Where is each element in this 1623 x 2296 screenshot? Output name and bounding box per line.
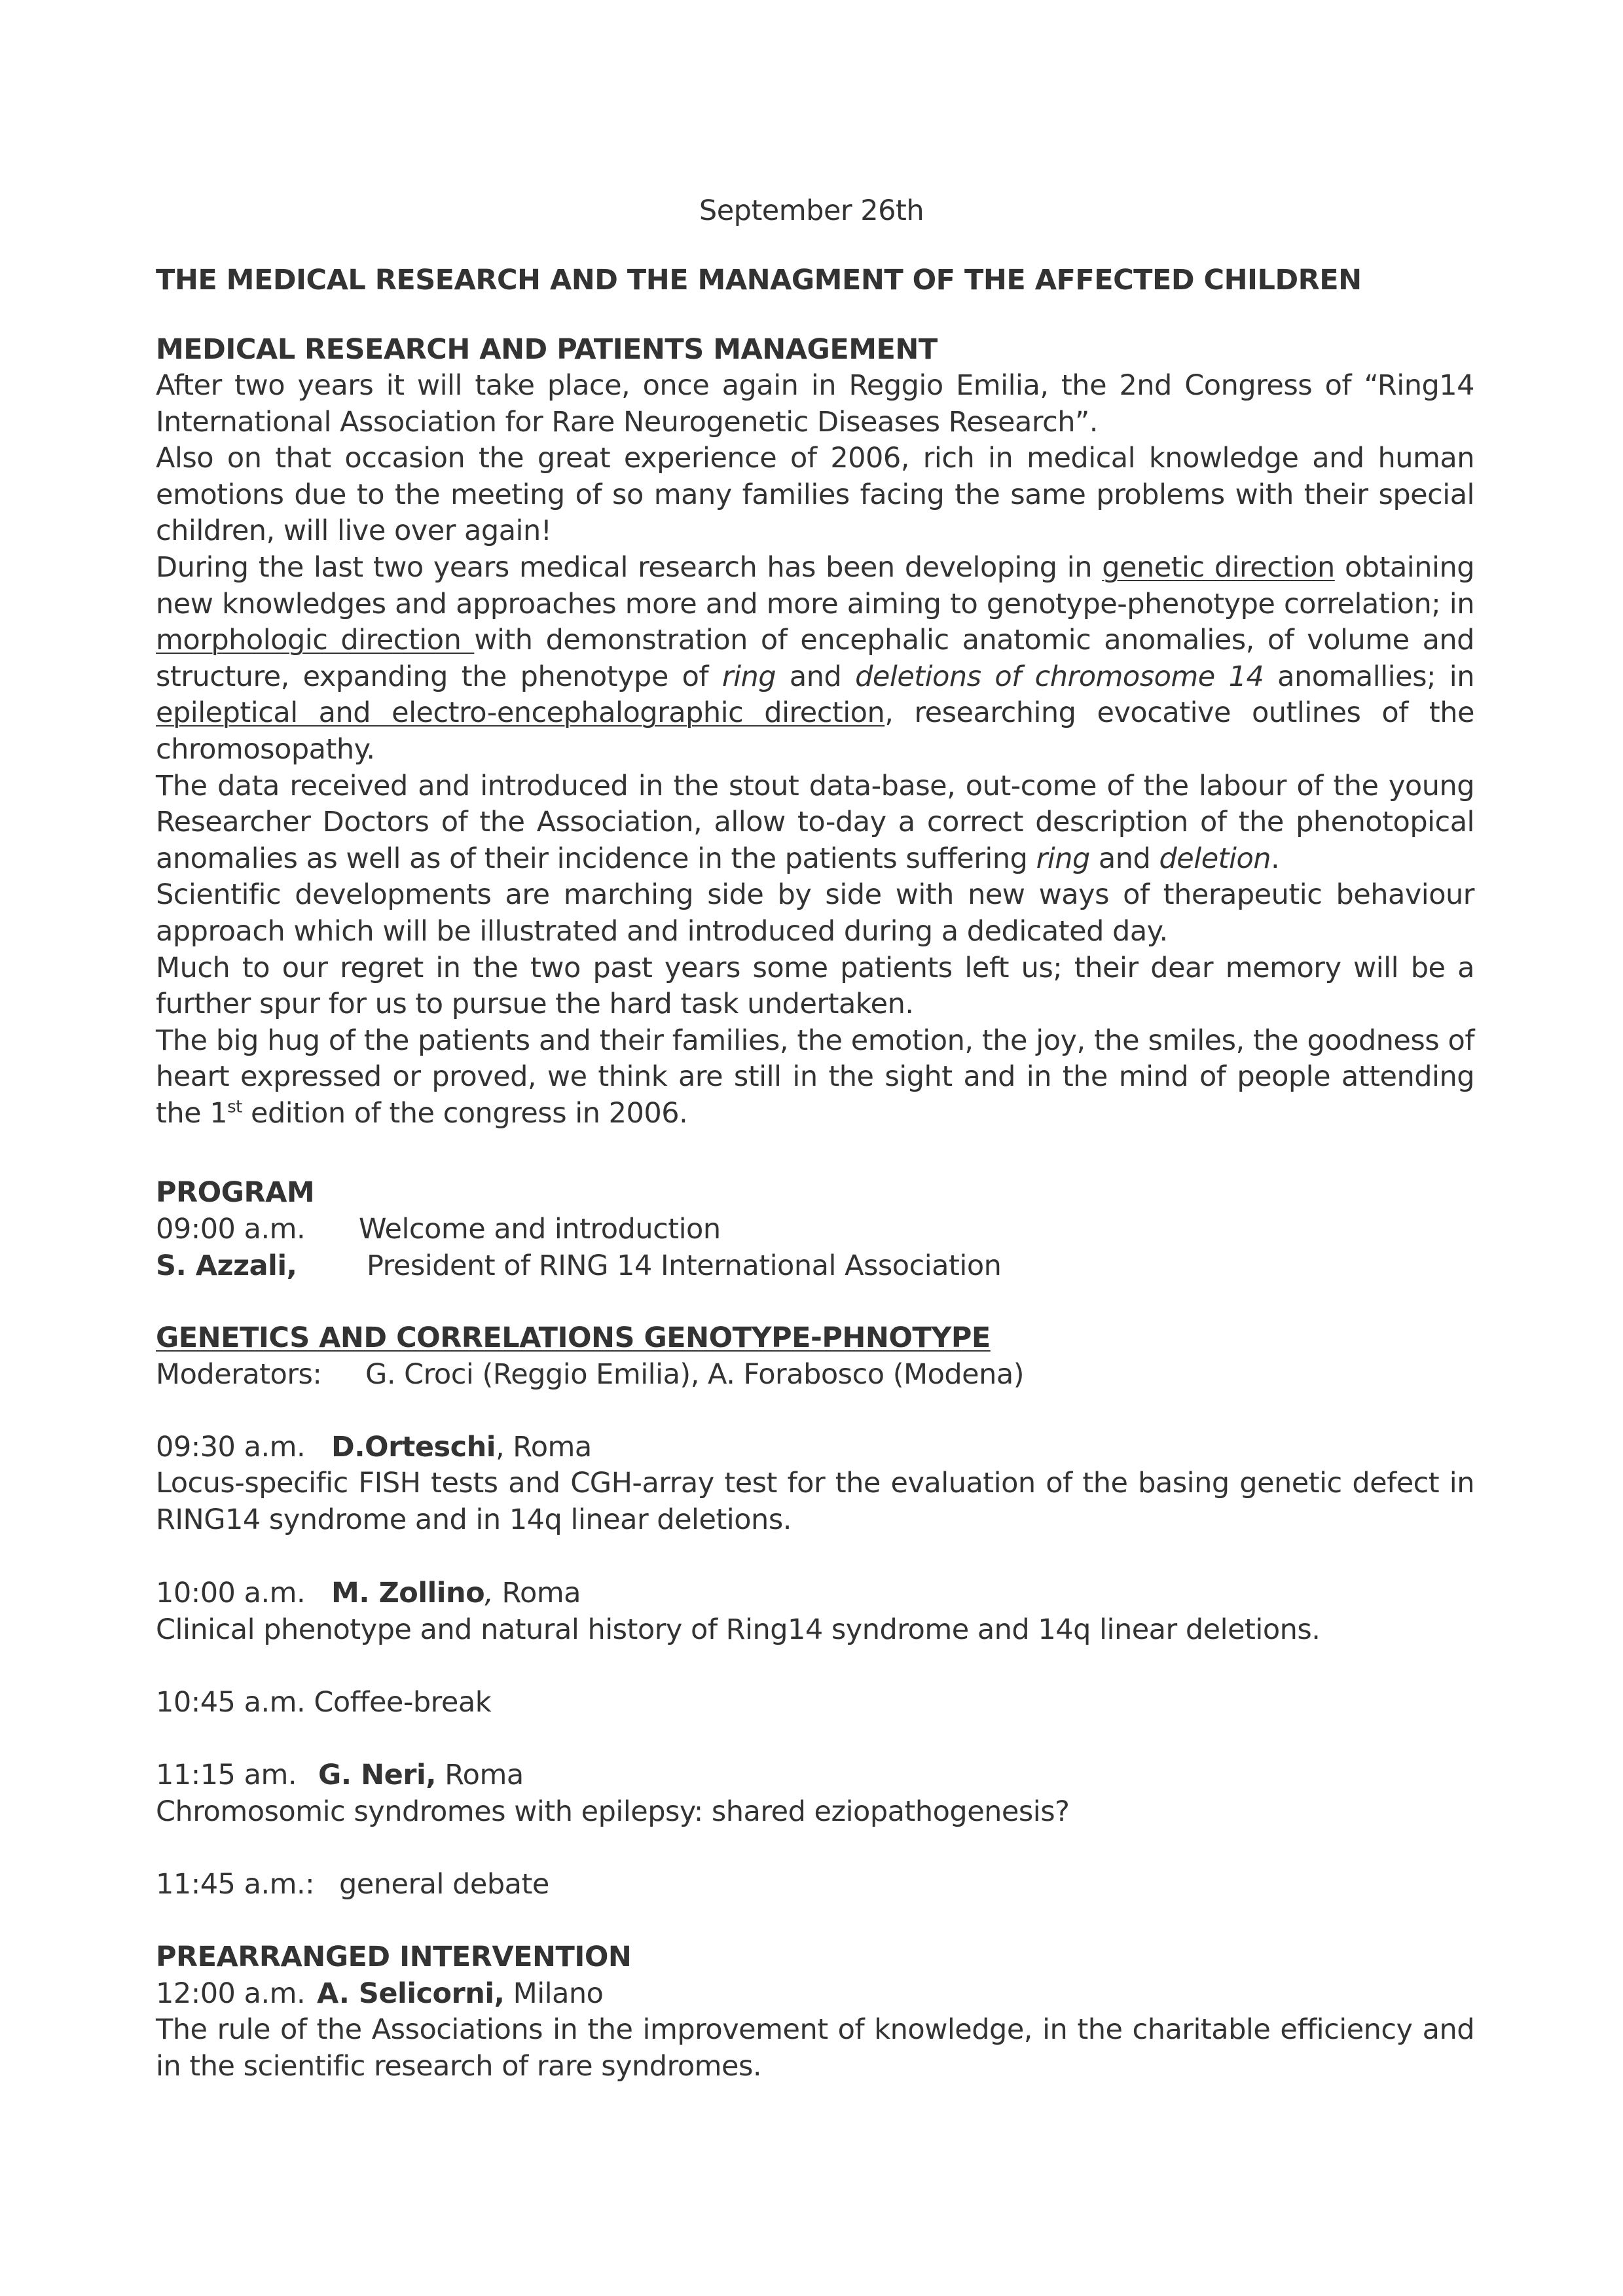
p4-deletion: deletion <box>1159 842 1271 875</box>
program-heading: PROGRAM <box>156 1176 315 1209</box>
talk-header <box>156 1429 1474 1465</box>
p3-epileptical-direction: epileptical and electro-encephalographic direction <box>156 696 885 730</box>
talk-time: 09:30 a.m. <box>156 1431 306 1463</box>
program-president-row <box>156 1247 1474 1284</box>
moderators-names: G. Croci (Reggio Emilia), A. Forabosco (Modena) <box>365 1358 1025 1391</box>
prearranged-header <box>156 1975 1474 2012</box>
prearranged-time: 12:00 a.m. <box>156 1977 306 2010</box>
talk-header <box>156 1575 1474 1611</box>
moderators-row <box>156 1356 1474 1393</box>
p4-text-a: The data received and introduced in the stout data-base, out-come of the labour of the young Researcher Doctors of the Association, allow to-day a correct description of the phenotopical anomalies as well as of their incidence in the patients suffering <box>156 769 1474 875</box>
talk-comma: , <box>484 1577 494 1609</box>
prearranged-speaker: A. Selicorni, <box>317 1977 505 2010</box>
p4-ring: ring <box>1036 842 1090 875</box>
p3-text-e: anomallies; in <box>1264 660 1474 693</box>
intro-paragraph-7 <box>156 1023 1474 1132</box>
talk-time: 10:00 a.m. <box>156 1577 306 1609</box>
talk-speaker: M. Zollino <box>331 1577 485 1609</box>
talk-title: Locus-specific FISH tests and CGH-array test for the evaluation of the basing genetic defect in RING14 syndrome and in 14q linear deletions. <box>156 1467 1474 1536</box>
welcome-time: 09:00 a.m. <box>156 1213 306 1246</box>
document-date: September 26th <box>699 194 924 227</box>
section-subtitle-block <box>156 331 1474 368</box>
talk-title: Chromosomic syndromes with epilepsy: shared eziopathogenesis? <box>156 1795 1070 1828</box>
p3-text-a: During the last two years medical research has been developing in <box>156 550 1103 584</box>
talk-orteschi <box>156 1429 1474 1538</box>
president-name: S. Azzali, <box>156 1249 297 1282</box>
general-debate <box>156 1866 1474 1903</box>
prearranged-section <box>156 1939 1474 2085</box>
p7-text-b: edition of the congress in 2006. <box>242 1096 688 1130</box>
genetics-heading: GENETICS AND CORRELATIONS GENOTYPE-PHNOTYPE <box>156 1321 991 1354</box>
program-section <box>156 1174 1474 1284</box>
talk-city: , Roma <box>495 1431 592 1463</box>
president-role: President of RING 14 International Association <box>367 1249 1002 1282</box>
coffee-break <box>156 1684 1474 1721</box>
coffee-break-text: 10:45 a.m. Coffee-break <box>156 1686 492 1719</box>
moderators-label: Moderators: <box>156 1358 322 1391</box>
p3-text-c: with demonstration of encephalic anatomic anomalies, of volume and structure, expanding the phenotype of <box>156 624 1474 693</box>
prearranged-title: The rule of the Associations in the improvement of knowledge, in the charitable efficiency and in the scientific research of rare syndromes. <box>156 2013 1474 2083</box>
intro-paragraph-4 <box>156 768 1474 878</box>
p7-text-a: The big hug of the patients and their families, the emotion, the joy, the smiles, the goodness of heart expressed or proved, we think are still in the sight and in the mind of people attending the 1 <box>156 1024 1474 1130</box>
intro-paragraph-2: Also on that occasion the great experience of 2006, rich in medical knowledge and human emotions due to the meeting of so many families facing the same problems with their special children, will live over again! <box>156 442 1474 548</box>
debate-text: general debate <box>339 1868 549 1901</box>
intro-paragraph-3 <box>156 550 1474 768</box>
document-title-block <box>156 262 1474 298</box>
talk-title: Clinical phenotype and natural history of Ring14 syndrome and 14q linear deletions. <box>156 1613 1321 1646</box>
p4-text-c: . <box>1271 842 1280 875</box>
p3-morphologic-direction: morphologic direction <box>156 624 475 657</box>
intro-paragraph-6: Much to our regret in the two past years some patients left us; their dear memory will be a further spur for us to pursue the hard task undertaken. <box>156 951 1474 1021</box>
talk-speaker: G. Neri, <box>318 1759 437 1791</box>
intro-paragraph-1: After two years it will take place, once again in Reggio Emilia, the 2nd Congress of “Ring14 International Association for Rare Neurogenetic Diseases Research”. <box>156 369 1474 439</box>
debate-row <box>156 1866 1474 1903</box>
talk-speaker: D.Orteschi <box>331 1431 496 1463</box>
talk-zollino <box>156 1575 1474 1648</box>
p3-deletions: deletions of chromosome 14 <box>855 660 1264 693</box>
p7-superscript: st <box>227 1097 242 1117</box>
intro-paragraph-5: Scientific developments are marching side by side with new ways of therapeutic behaviour approach which will be illustrated and introduced during a dedicated day. <box>156 878 1474 948</box>
intro-text <box>156 368 1474 1132</box>
talk-city: Roma <box>436 1759 524 1791</box>
p3-genetic-direction: genetic direction <box>1102 550 1335 584</box>
p3-text-f: , researching evocative outlines of the chromosopathy. <box>156 696 1474 766</box>
p3-text-b: obtaining new knowledges and approaches more and more aiming to genotype-phenotype correlation; in <box>156 550 1474 620</box>
prearranged-heading: PREARRANGED INTERVENTION <box>156 1941 632 1973</box>
program-welcome-row <box>156 1211 1474 1247</box>
p3-text-d: and <box>776 660 856 693</box>
document-title: THE MEDICAL RESEARCH AND THE MANAGMENT OF THE AFFECTED CHILDREN <box>156 264 1362 296</box>
p3-ring: ring <box>721 660 776 693</box>
talk-time: 11:15 am. <box>156 1759 297 1791</box>
talk-neri <box>156 1757 1474 1830</box>
prearranged-city: Milano <box>504 1977 604 2010</box>
section-subtitle: MEDICAL RESEARCH AND PATIENTS MANAGEMENT <box>156 333 938 366</box>
p4-text-b: and <box>1089 842 1159 875</box>
debate-time: 11:45 a.m.: <box>156 1868 315 1901</box>
talk-city: Roma <box>493 1577 581 1609</box>
genetics-heading-row <box>156 1319 1474 1356</box>
talk-header <box>156 1757 1474 1793</box>
welcome-text: Welcome and introduction <box>359 1213 721 1246</box>
genetics-section <box>156 1319 1474 1393</box>
